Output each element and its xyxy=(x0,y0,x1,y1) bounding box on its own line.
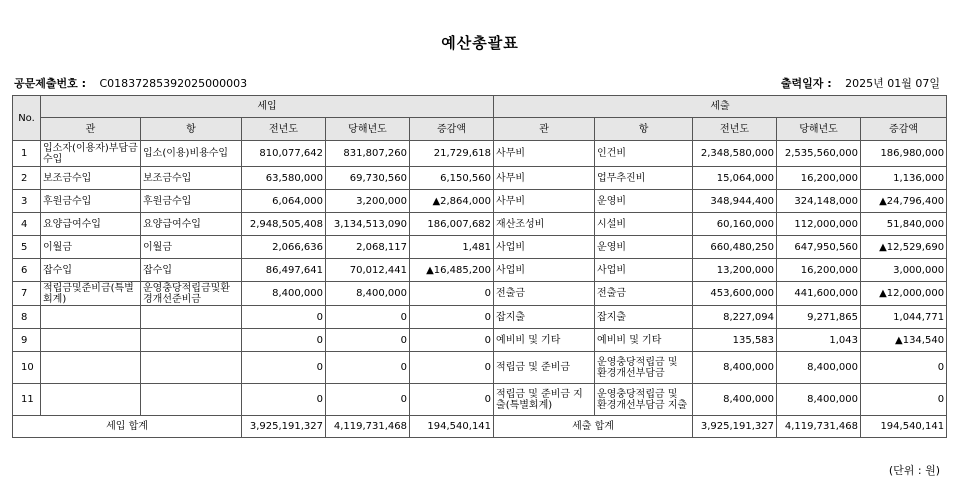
income-total-prev: 3,925,191,327 xyxy=(242,416,326,438)
income-cur: 0 xyxy=(326,352,410,384)
expense-gwan: 사무비 xyxy=(494,167,595,190)
unit-note: (단위 : 원) xyxy=(888,464,940,477)
expense-hang: 운영충당적립금 및 환경개선부담금 지출 xyxy=(595,384,693,416)
header-no: No. xyxy=(13,96,41,141)
income-prev: 8,400,000 xyxy=(242,282,326,306)
expense-hang: 운영충당적립금 및 환경개선부담금 xyxy=(595,352,693,384)
income-cur: 2,068,117 xyxy=(326,236,410,259)
expense-cur: 2,535,560,000 xyxy=(777,141,861,167)
col-header: 관 xyxy=(494,118,595,141)
expense-hang: 운영비 xyxy=(595,236,693,259)
row-no: 1 xyxy=(13,141,41,167)
income-diff: ▲16,485,200 xyxy=(410,259,494,282)
expense-gwan: 사업비 xyxy=(494,236,595,259)
header-expense: 세출 xyxy=(494,96,947,118)
expense-prev: 2,348,580,000 xyxy=(693,141,777,167)
expense-hang: 잡지출 xyxy=(595,306,693,329)
expense-prev: 8,400,000 xyxy=(693,352,777,384)
expense-cur: 324,148,000 xyxy=(777,190,861,213)
income-cur: 3,200,000 xyxy=(326,190,410,213)
expense-diff: ▲24,796,400 xyxy=(861,190,947,213)
row-no: 6 xyxy=(13,259,41,282)
expense-cur: 8,400,000 xyxy=(777,384,861,416)
expense-prev: 15,064,000 xyxy=(693,167,777,190)
expense-diff: 1,044,771 xyxy=(861,306,947,329)
expense-gwan: 적립금 및 준비금 xyxy=(494,352,595,384)
col-header: 전년도 xyxy=(242,118,326,141)
income-hang: 보조금수입 xyxy=(141,167,242,190)
expense-diff: 186,980,000 xyxy=(861,141,947,167)
income-cur: 70,012,441 xyxy=(326,259,410,282)
income-diff: 21,729,618 xyxy=(410,141,494,167)
expense-diff: ▲12,529,690 xyxy=(861,236,947,259)
col-header: 증감액 xyxy=(410,118,494,141)
doc-number-label: 공문제출번호 : xyxy=(14,77,86,90)
income-diff: 186,007,682 xyxy=(410,213,494,236)
col-header: 전년도 xyxy=(693,118,777,141)
expense-diff: 1,136,000 xyxy=(861,167,947,190)
expense-hang: 전출금 xyxy=(595,282,693,306)
income-cur: 831,807,260 xyxy=(326,141,410,167)
expense-cur: 16,200,000 xyxy=(777,259,861,282)
income-hang: 입소(이용)비용수입 xyxy=(141,141,242,167)
print-date-label: 출력일자 : xyxy=(780,77,832,90)
income-diff: 0 xyxy=(410,329,494,352)
expense-prev: 453,600,000 xyxy=(693,282,777,306)
expense-gwan: 재산조성비 xyxy=(494,213,595,236)
doc-number xyxy=(14,75,247,91)
expense-diff: ▲134,540 xyxy=(861,329,947,352)
expense-hang: 예비비 및 기타 xyxy=(595,329,693,352)
income-gwan: 요양급여수입 xyxy=(41,213,141,236)
income-diff: 1,481 xyxy=(410,236,494,259)
expense-prev: 8,400,000 xyxy=(693,384,777,416)
expense-hang: 운영비 xyxy=(595,190,693,213)
expense-prev: 660,480,250 xyxy=(693,236,777,259)
expense-diff: 51,840,000 xyxy=(861,213,947,236)
table-row xyxy=(13,352,947,384)
expense-gwan: 사무비 xyxy=(494,141,595,167)
income-gwan: 입소자(이용자)부담금수입 xyxy=(41,141,141,167)
income-cur: 8,400,000 xyxy=(326,282,410,306)
expense-total-diff: 194,540,141 xyxy=(861,416,947,438)
row-no: 3 xyxy=(13,190,41,213)
income-gwan: 보조금수입 xyxy=(41,167,141,190)
header-income: 세입 xyxy=(41,96,494,118)
expense-gwan: 적립금 및 준비금 지출(특별회계) xyxy=(494,384,595,416)
expense-prev: 8,227,094 xyxy=(693,306,777,329)
expense-diff: 3,000,000 xyxy=(861,259,947,282)
expense-prev: 348,944,400 xyxy=(693,190,777,213)
col-header: 관 xyxy=(41,118,141,141)
income-hang xyxy=(141,306,242,329)
income-diff: 0 xyxy=(410,352,494,384)
income-gwan xyxy=(41,352,141,384)
col-header: 당해년도 xyxy=(777,118,861,141)
income-diff: 0 xyxy=(410,282,494,306)
expense-hang: 사업비 xyxy=(595,259,693,282)
expense-total-label: 세출 합계 xyxy=(494,416,693,438)
income-hang: 후원금수입 xyxy=(141,190,242,213)
expense-total-prev: 3,925,191,327 xyxy=(693,416,777,438)
income-gwan: 후원금수입 xyxy=(41,190,141,213)
totals-row xyxy=(13,416,947,438)
expense-gwan: 전출금 xyxy=(494,282,595,306)
row-no: 9 xyxy=(13,329,41,352)
budget-table xyxy=(12,95,947,438)
income-cur: 0 xyxy=(326,329,410,352)
income-total-label: 세입 합계 xyxy=(13,416,242,438)
income-gwan xyxy=(41,329,141,352)
table-row xyxy=(13,213,947,236)
expense-cur: 112,000,000 xyxy=(777,213,861,236)
expense-total-cur: 4,119,731,468 xyxy=(777,416,861,438)
income-hang: 이월금 xyxy=(141,236,242,259)
income-diff: 0 xyxy=(410,384,494,416)
table-row xyxy=(13,167,947,190)
expense-hang: 시설비 xyxy=(595,213,693,236)
income-prev: 6,064,000 xyxy=(242,190,326,213)
col-header: 항 xyxy=(595,118,693,141)
income-gwan: 잡수입 xyxy=(41,259,141,282)
income-prev: 0 xyxy=(242,384,326,416)
income-prev: 2,066,636 xyxy=(242,236,326,259)
expense-diff: 0 xyxy=(861,352,947,384)
table-row xyxy=(13,141,947,167)
income-cur: 0 xyxy=(326,306,410,329)
row-no: 8 xyxy=(13,306,41,329)
table-row xyxy=(13,236,947,259)
table-row xyxy=(13,329,947,352)
income-hang: 운영충당적립금및환경개선준비금 xyxy=(141,282,242,306)
income-cur: 3,134,513,090 xyxy=(326,213,410,236)
expense-gwan: 사업비 xyxy=(494,259,595,282)
income-cur: 0 xyxy=(326,384,410,416)
expense-cur: 16,200,000 xyxy=(777,167,861,190)
expense-gwan: 사무비 xyxy=(494,190,595,213)
expense-hang: 업무추진비 xyxy=(595,167,693,190)
income-prev: 86,497,641 xyxy=(242,259,326,282)
income-gwan xyxy=(41,384,141,416)
expense-cur: 1,043 xyxy=(777,329,861,352)
income-hang: 잡수입 xyxy=(141,259,242,282)
table-row xyxy=(13,282,947,306)
income-cur: 69,730,560 xyxy=(326,167,410,190)
print-date xyxy=(781,75,940,91)
income-gwan: 적립금및준비금(특별회계) xyxy=(41,282,141,306)
row-no: 10 xyxy=(13,352,41,384)
doc-number-value: C01837285392025000003 xyxy=(99,77,248,90)
income-prev: 2,948,505,408 xyxy=(242,213,326,236)
income-hang xyxy=(141,352,242,384)
income-prev: 810,077,642 xyxy=(242,141,326,167)
expense-cur: 9,271,865 xyxy=(777,306,861,329)
income-prev: 63,580,000 xyxy=(242,167,326,190)
income-prev: 0 xyxy=(242,352,326,384)
income-hang: 요양급여수입 xyxy=(141,213,242,236)
income-diff: ▲2,864,000 xyxy=(410,190,494,213)
expense-cur: 441,600,000 xyxy=(777,282,861,306)
expense-cur: 647,950,560 xyxy=(777,236,861,259)
table-row xyxy=(13,259,947,282)
income-diff: 6,150,560 xyxy=(410,167,494,190)
row-no: 7 xyxy=(13,282,41,306)
income-total-diff: 194,540,141 xyxy=(410,416,494,438)
expense-prev: 135,583 xyxy=(693,329,777,352)
page-title: 예산총괄표 xyxy=(441,34,519,52)
expense-diff: ▲12,000,000 xyxy=(861,282,947,306)
row-no: 5 xyxy=(13,236,41,259)
row-no: 4 xyxy=(13,213,41,236)
row-no: 11 xyxy=(13,384,41,416)
expense-hang: 인건비 xyxy=(595,141,693,167)
income-prev: 0 xyxy=(242,329,326,352)
col-header: 항 xyxy=(141,118,242,141)
expense-prev: 60,160,000 xyxy=(693,213,777,236)
expense-cur: 8,400,000 xyxy=(777,352,861,384)
table-row xyxy=(13,384,947,416)
expense-gwan: 예비비 및 기타 xyxy=(494,329,595,352)
income-hang xyxy=(141,329,242,352)
expense-diff: 0 xyxy=(861,384,947,416)
print-date-value: 2025년 01월 07일 xyxy=(845,77,940,90)
income-gwan: 이월금 xyxy=(41,236,141,259)
table-row xyxy=(13,306,947,329)
table-row xyxy=(13,190,947,213)
income-diff: 0 xyxy=(410,306,494,329)
income-hang xyxy=(141,384,242,416)
col-header: 당해년도 xyxy=(326,118,410,141)
income-prev: 0 xyxy=(242,306,326,329)
income-gwan xyxy=(41,306,141,329)
row-no: 2 xyxy=(13,167,41,190)
income-total-cur: 4,119,731,468 xyxy=(326,416,410,438)
col-header: 증감액 xyxy=(861,118,947,141)
expense-gwan: 잡지출 xyxy=(494,306,595,329)
expense-prev: 13,200,000 xyxy=(693,259,777,282)
